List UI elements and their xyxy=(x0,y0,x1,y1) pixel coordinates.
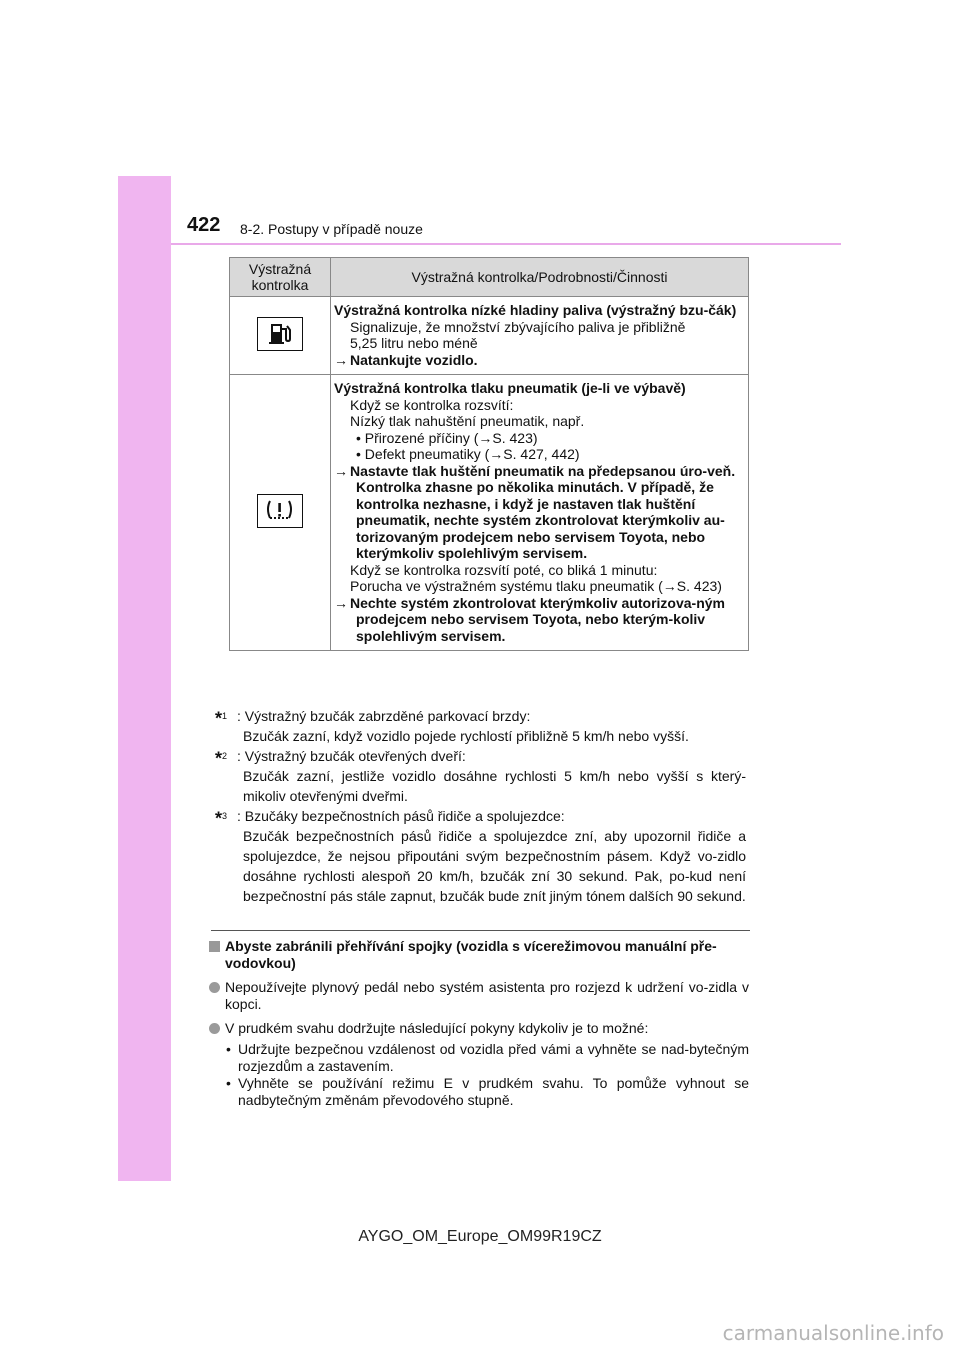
tire-warning-action-detail: Kontrolka zhasne po několika minutách. V případě, že kontrolka nezhasne, i když je nastaven tlak huštění pneumatik, nechte systém zkontrolovat kterýmkoliv au-torizovaným prodejcem nebo servisem Toyota, nebo kterýmkoliv spolehlivým servisem. xyxy=(356,479,725,561)
arrow-icon: → xyxy=(489,446,504,462)
tire-warning-text: Porucha ve výstražném systému tlaku pneumatik (→S. 423) xyxy=(350,578,722,594)
list-item: • Udržujte bezpečnou vzdálenost od vozidla před vámi a vyhněte se nad-bytečným rozjezdům a zastavením. xyxy=(226,1041,749,1074)
tire-warning-action: Nastavte tlak huštění pneumatik na předepsanou úro-veň. xyxy=(350,462,736,479)
arrow-icon: → xyxy=(478,429,493,446)
arrow-icon: → xyxy=(334,462,348,479)
fuel-warning-text: 5,25 litru nebo méně xyxy=(350,335,478,351)
fuel-warning-description xyxy=(331,297,749,375)
warning-lights-table xyxy=(229,257,749,651)
fuel-pump-icon xyxy=(257,317,303,351)
list-item: Nepoužívejte plynový pedál nebo systém asistenta pro rozjezd k udržení vo-zidla v kopci. xyxy=(209,979,749,1013)
tire-warning-action: Nechte systém zkontrolovat kterýmkoliv autorizova-ným prodejcem nebo servisem Toyota, nebo kterým-koliv spolehlivým servisem. xyxy=(350,594,726,644)
footnote: *$^1$ : Výstražný bzučák zabrzděné parkovací brzdy: Bzučák zazní, když vozidlo pojede rychlostí přibližně 5 km/h nebo vyšší. xyxy=(215,708,689,744)
circle-bullet-icon xyxy=(209,1023,220,1034)
arrow-icon: → xyxy=(334,351,348,368)
footnote: *$^2$ : Výstražný bzučák otevřených dveří: Bzučák zazní, jestliže vozidlo dosáhne rychlosti 5 km/h nebo vyšší s který-mikoliv otevřenými dveřmi. xyxy=(215,748,746,804)
fuel-warning-text: Signalizuje, že množství zbývajícího paliva je přibližně xyxy=(350,318,686,335)
square-bullet-icon xyxy=(209,941,220,952)
document-code: AYGO_OM_Europe_OM99R19CZ xyxy=(358,1228,602,1245)
clutch-overheat-section xyxy=(209,938,749,1109)
section-heading: Abyste zabránili přehřívání spojky (vozidla s vícerežimovou manuální pře-vodovkou) xyxy=(209,938,749,972)
arrow-icon: → xyxy=(662,578,677,594)
column-header-warning-light: Výstražná kontrolka xyxy=(230,258,331,297)
watermark: carmanualsonline.info xyxy=(722,1321,944,1345)
list-item: • Defekt pneumatiky (→S. 427, 442) xyxy=(356,446,580,462)
tire-warning-text: Když se kontrolka rozsvítí: xyxy=(350,396,514,413)
table-header-row xyxy=(230,258,749,297)
fuel-warning-title: Výstražná kontrolka nízké hladiny paliva (výstražný bzu-čák) xyxy=(334,302,737,318)
fuel-warning-action: Natankujte vozidlo. xyxy=(350,351,478,368)
icon-cell xyxy=(230,375,331,651)
column-header-details: Výstražná kontrolka/Podrobnosti/Činnosti xyxy=(331,258,749,297)
table-row xyxy=(230,297,749,375)
icon-cell xyxy=(230,297,331,375)
tire-warning-title: Výstražná kontrolka tlaku pneumatik (je-li ve výbavě) xyxy=(334,380,686,396)
circle-bullet-icon xyxy=(209,982,220,993)
list-item: V prudkém svahu dodržujte následující pokyny kdykoliv je to možné: xyxy=(209,1020,749,1037)
tire-warning-text: Když se kontrolka rozsvítí poté, co bliká 1 minutu: xyxy=(350,561,658,578)
footnote: *$^3$ : Bzučáky bezpečnostních pásů řidiče a spolujezdce: Bzučák bezpečnostních pásů řidiče a spolujezdce zní, aby upozornil řidiče a spolujezdce, že nejsou připoutáni svým bezpečnostním pásem. Když vo-zidlo dosáhne rychlosti alespoň 20 km/h, bzučák zní 30 sekund. Pak, po-kud není bezpečnostní pás stále zapnut, bzučák bude znít jiným tónem dalších 90 sekund. xyxy=(215,808,746,904)
table-row xyxy=(230,375,749,651)
header-rule xyxy=(171,243,841,245)
list-item: • Vyhněte se používání režimu E v prudkém svahu. To pomůže vyhnout se nadbytečným změnám převodového stupně. xyxy=(226,1075,749,1108)
footnotes xyxy=(215,706,746,906)
page-number: 422 xyxy=(187,214,221,236)
tire-warning-text: Nízký tlak nahuštění pneumatik, např. xyxy=(350,413,585,429)
list-item: • Přirozené příčiny (→S. 423) xyxy=(356,429,538,446)
section-title: 8-2. Postupy v případě nouze xyxy=(240,221,423,237)
chapter-sidebar-tab xyxy=(118,176,171,1181)
arrow-icon: → xyxy=(334,594,348,611)
section-divider xyxy=(211,930,750,931)
tire-pressure-warning-icon xyxy=(257,494,303,528)
tire-warning-description xyxy=(331,375,749,651)
